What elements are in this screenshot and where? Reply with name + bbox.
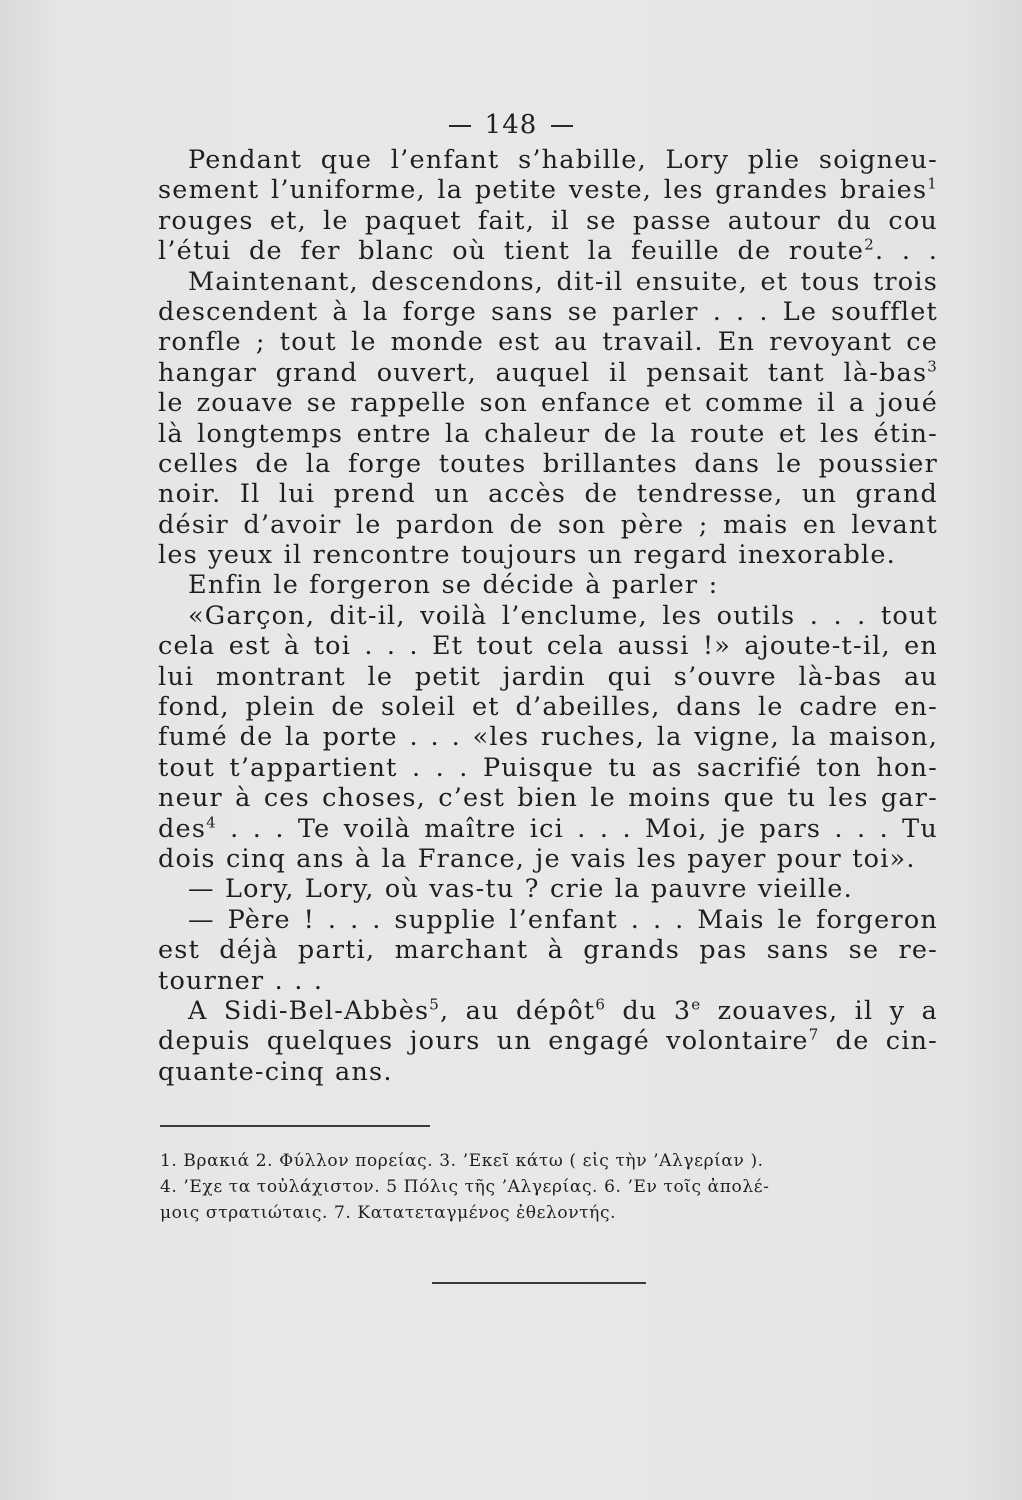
text-run: lui montrant le petit jardin qui s’ouvre là-bas au	[158, 661, 938, 692]
text-line	[158, 449, 938, 479]
text-line	[158, 692, 938, 722]
text-line	[158, 236, 938, 266]
text-run: — Père ! . . . supplie l’enfant . . . Mais le forgeron	[188, 904, 938, 935]
text-run: ronfle ; tout le monde est au travail. En revoyant ce	[158, 327, 938, 358]
text-run: neur à ces choses, c’est bien le moins que tu les gar-	[158, 783, 938, 814]
text-line	[158, 844, 938, 874]
footnote-ref: 4	[206, 813, 217, 832]
text-run: des	[158, 813, 207, 844]
text-line	[158, 753, 938, 783]
text-line	[158, 905, 938, 935]
text-run: zouaves, il y a	[701, 995, 938, 1026]
page-number	[0, 110, 1022, 140]
text-line	[158, 966, 938, 996]
text-run: rouges et, le paquet fait, il se passe autour du cou	[158, 205, 938, 236]
text-run: depuis quelques jours un engagé volontaire	[158, 1026, 809, 1057]
text-run: Maintenant, descendons, dit-il ensuite, et tous trois	[188, 266, 938, 297]
text-run: — Lory, Lory, où vas-tu ? crie la pauvre vieille.	[188, 874, 853, 905]
text-line	[158, 540, 938, 570]
text-line	[158, 419, 938, 449]
text-run: du 3	[606, 995, 692, 1026]
text-run: tourner . . .	[158, 965, 324, 996]
text-line	[158, 297, 938, 327]
text-run: le zouave se rappelle son enfance et comme il a joué	[158, 388, 938, 419]
footnote-line-3: μοις στρατιώταις. 7. Κατατεταγμένος ἐθελοντής.	[160, 1203, 617, 1223]
text-run: l’étui de fer blanc où tient la feuille de route	[158, 236, 865, 267]
text-line	[158, 814, 938, 844]
dash-right	[551, 125, 573, 127]
footnote-ref: 6	[595, 995, 607, 1014]
text-run: tout t’appartient . . . Puisque tu as sacrifié ton hon-	[158, 752, 938, 783]
text-run: . . . Te voilà maître ici . . . Moi, je pars . . . Tu	[216, 813, 938, 844]
text-run: est déjà parti, marchant à grands pas sans se re-	[158, 935, 938, 966]
text-line	[158, 662, 938, 692]
text-run: noir. Il lui prend un accès de tendresse, un grand	[158, 479, 938, 510]
footnotes	[160, 1148, 950, 1226]
text-run: les yeux il rencontre toujours un regard inexorable.	[158, 540, 896, 571]
text-run: de cin-	[819, 1026, 938, 1057]
text-run: , au dépôt	[440, 995, 596, 1026]
text-run: cela est à toi . . . Et tout cela aussi !» ajoute-t-il, en	[158, 631, 938, 662]
footnote-line-1: 1. Βρακιά 2. Φύλλον πορείας. 3. ’Εκεῖ κάτω ( εἰς τὴν ’Αλγερίαν ).	[160, 1151, 764, 1171]
text-run: descendent à la forge sans se parler . . . Le soufflet	[158, 296, 938, 327]
footnote-ref: 5	[429, 995, 441, 1014]
footnote-ref: e	[691, 995, 702, 1014]
text-line	[158, 874, 938, 904]
footnote-ref: 2	[864, 235, 875, 254]
text-line	[158, 996, 938, 1026]
text-run: là longtemps entre la chaleur de la route et les étin-	[158, 418, 938, 449]
text-line	[158, 601, 938, 631]
text-line	[158, 935, 938, 965]
text-run: quante-cinq ans.	[158, 1056, 393, 1087]
footnote-rule	[160, 1125, 430, 1127]
text-line	[158, 570, 938, 600]
text-run: sement l’uniforme, la petite veste, les grandes braies	[158, 175, 928, 206]
footnote-ref: 7	[808, 1025, 820, 1044]
text-line	[158, 510, 938, 540]
text-line	[158, 267, 938, 297]
text-line	[158, 631, 938, 661]
footnote-ref: 3	[927, 357, 938, 376]
text-run: fond, plein de soleil et d’abeilles, dans le cadre en-	[158, 692, 938, 723]
text-line	[158, 358, 938, 388]
text-line	[158, 175, 938, 205]
text-run: désir d’avoir le pardon de son père ; mais en levant	[158, 509, 938, 540]
text-line	[158, 388, 938, 418]
end-rule	[432, 1282, 646, 1284]
text-run: A Sidi-Bel-Abbès	[188, 995, 430, 1026]
text-line	[158, 145, 938, 175]
text-run: hangar grand ouvert, auquel il pensait tant là-bas	[158, 357, 928, 388]
dash-left	[449, 125, 471, 127]
text-run: celles de la forge toutes brillantes dans le poussier	[158, 448, 938, 479]
body-text	[158, 145, 938, 1087]
text-line	[158, 206, 938, 236]
text-line	[158, 1026, 938, 1056]
text-run: Enfin le forgeron se décide à parler :	[188, 570, 719, 601]
text-run: Pendant que l’enfant s’habille, Lory plie soigneu-	[188, 145, 938, 175]
footnote-line-2: 4. ’Εχε τα τοὐλάχιστον. 5 Πόλις τῆς ’Αλγερίας. 6. ’Εν τοῖς ἀπολέ-	[160, 1177, 770, 1197]
text-line	[158, 722, 938, 752]
text-line	[158, 327, 938, 357]
text-line	[158, 479, 938, 509]
text-run: «Garçon, dit-il, voilà l’enclume, les outils . . . tout	[188, 600, 938, 631]
text-line	[158, 783, 938, 813]
page-number-value: 148	[484, 110, 538, 140]
text-run: . . .	[874, 236, 939, 267]
text-run: dois cinq ans à la France, je vais les payer pour toi».	[158, 843, 916, 874]
text-line	[158, 1057, 938, 1087]
footnote-ref: 1	[927, 174, 938, 193]
text-run: fumé de la porte . . . «les ruches, la vigne, la maison,	[158, 722, 938, 753]
